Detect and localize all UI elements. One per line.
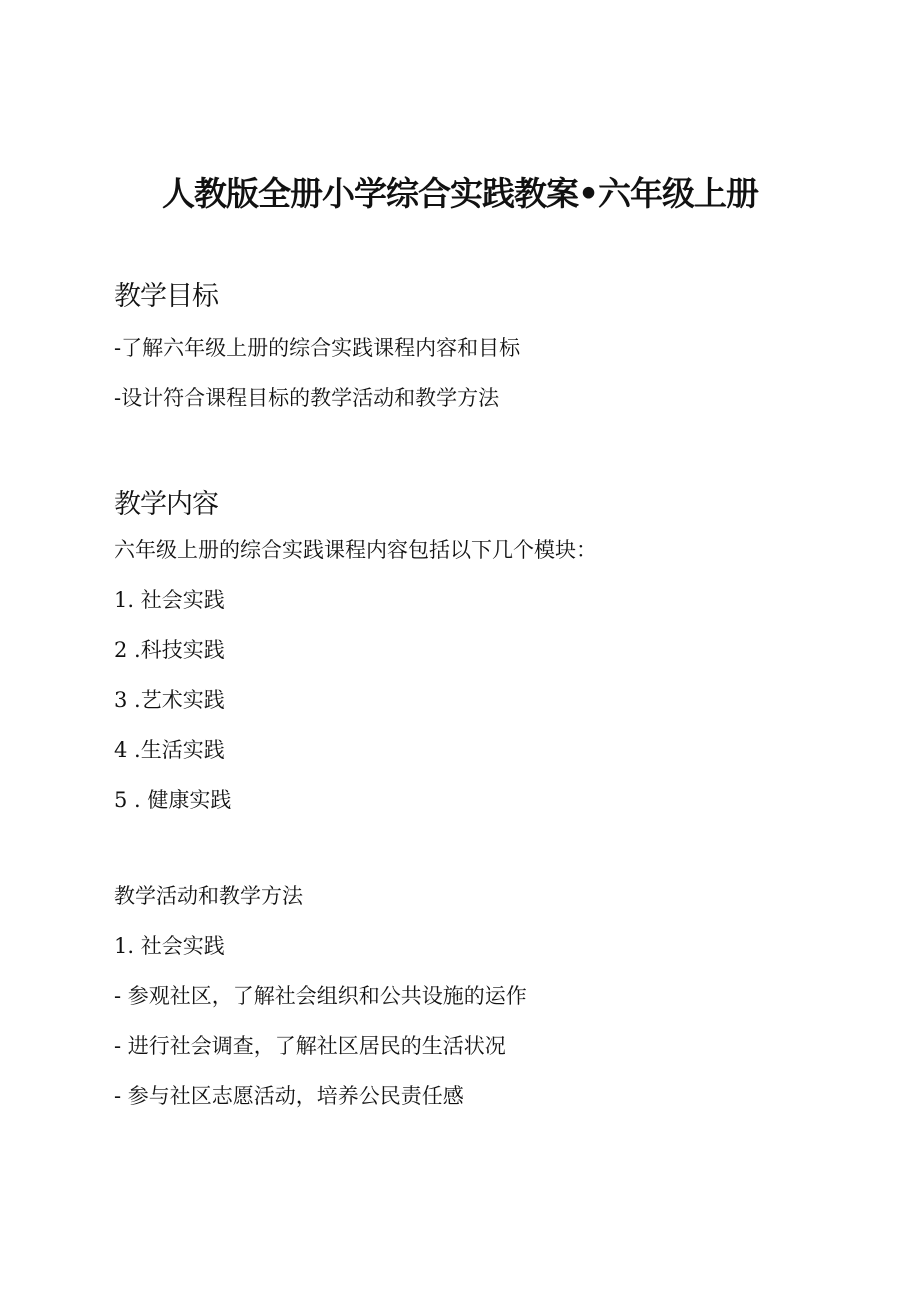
content-module-item: 3 .艺术实践	[114, 688, 225, 712]
content-module-item: 1. 社会实践	[114, 588, 225, 612]
goal-item: -了解六年级上册的综合实践课程内容和目标	[114, 336, 521, 360]
content-intro: 六年级上册的综合实践课程内容包括以下几个模块：	[114, 538, 597, 562]
content-module-item: 5 . 健康实践	[114, 788, 232, 812]
goal-item: -设计符合课程目标的教学活动和教学方法	[114, 386, 500, 410]
document-title: 人教版全册小学综合实践教案•六年级上册	[161, 174, 759, 213]
content-module-item: 2 .科技实践	[114, 638, 225, 662]
activity-item: - 进行社会调查，了解社区居民的生活状况	[114, 1034, 506, 1058]
section-heading-activities-methods: 教学活动和教学方法	[114, 884, 303, 908]
section-heading-teaching-goals: 教学目标	[114, 281, 218, 312]
activity-subheading: 1. 社会实践	[114, 934, 225, 958]
activity-item: - 参与社区志愿活动，培养公民责任感	[114, 1084, 464, 1108]
activity-item: - 参观社区，了解社会组织和公共设施的运作	[114, 984, 527, 1008]
content-module-item: 4 .生活实践	[114, 738, 225, 762]
section-heading-teaching-content: 教学内容	[114, 489, 218, 520]
